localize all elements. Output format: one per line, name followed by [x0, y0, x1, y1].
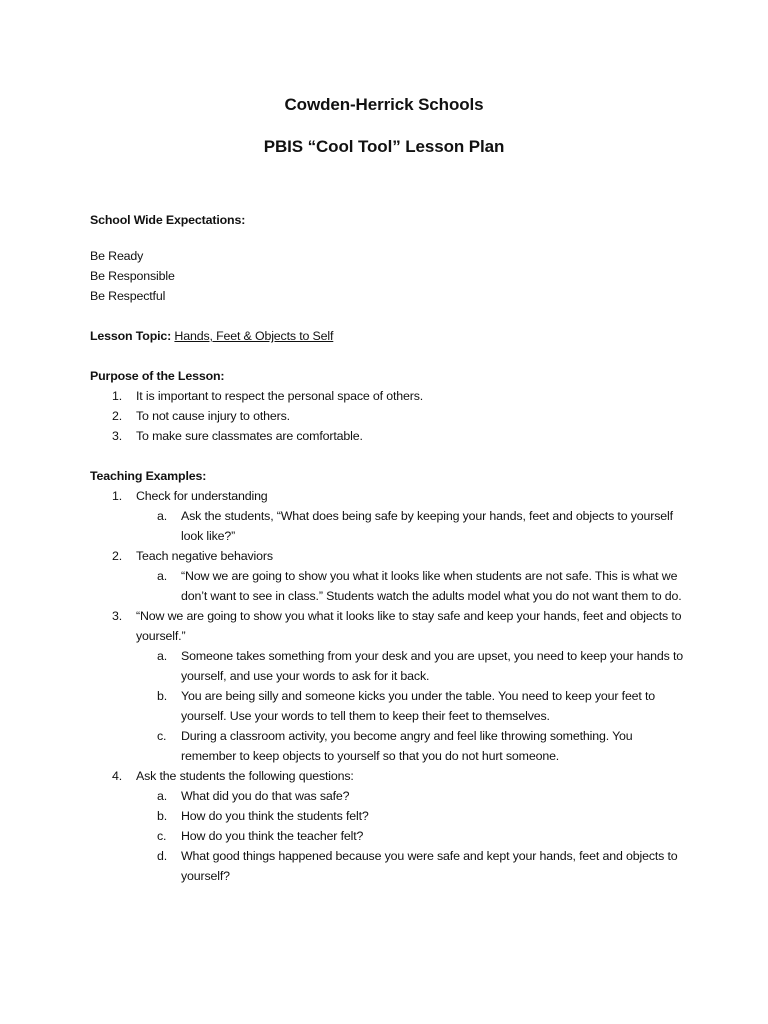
expectation-item: Be Responsible [90, 269, 175, 283]
list-number: 3. [112, 429, 123, 443]
school-name: Cowden-Herrick Schools [284, 95, 484, 114]
subitem-text: How do you think the students felt? [181, 809, 369, 823]
lesson-topic-value: Hands, Feet & Objects to Self [174, 329, 334, 343]
list-number: 2. [112, 409, 123, 423]
list-letter: b. [157, 689, 168, 703]
purpose-heading: Purpose of the Lesson: [90, 369, 225, 383]
subitem-text: How do you think the teacher felt? [181, 829, 364, 843]
purpose-item [90, 406, 690, 426]
expectation-item: Be Ready [90, 249, 144, 263]
subitem-text: What did you do that was safe? [181, 789, 350, 803]
list-number: 4. [112, 769, 123, 783]
list-number: 3. [112, 609, 123, 623]
list-letter: c. [157, 729, 167, 743]
list-number: 1. [112, 489, 123, 503]
lesson-topic-label: Lesson Topic: [90, 329, 172, 343]
purpose-text: To not cause injury to others. [136, 409, 290, 423]
document-body [90, 210, 690, 886]
teaching-subitem [90, 566, 690, 606]
teaching-subitem [90, 786, 690, 806]
expectations-heading: School Wide Expectations: [90, 213, 246, 227]
list-letter: a. [157, 509, 168, 523]
lesson-topic [90, 326, 690, 346]
teaching-subitem [90, 646, 690, 686]
teaching-item [90, 486, 690, 506]
purpose-text: To make sure classmates are comfortable. [136, 429, 363, 443]
purpose-item [90, 426, 690, 446]
teaching-subitem [90, 826, 690, 846]
list-letter: a. [157, 649, 168, 663]
expectation-item: Be Respectful [90, 289, 166, 303]
teaching-text: “Now we are going to show you what it looks like to stay safe and keep your hands, feet and objects to yourself.” [136, 609, 682, 643]
teaching-list [90, 486, 690, 886]
subitem-text: “Now we are going to show you what it looks like when students are not safe. This is what we don’t want to see in class.” Students watch the adults model what you do not want them to do. [181, 569, 682, 603]
subitem-text: What good things happened because you were safe and kept your hands, feet and objects to yourself? [181, 849, 678, 883]
lesson-plan-title: PBIS “Cool Tool” Lesson Plan [263, 137, 505, 156]
teaching-heading: Teaching Examples: [90, 469, 207, 483]
list-letter: d. [157, 849, 168, 863]
teaching-item [90, 546, 690, 566]
teaching-text: Teach negative behaviors [136, 549, 273, 563]
teaching-subitem [90, 686, 690, 726]
subitem-text: You are being silly and someone kicks you under the table. You need to keep your feet to yourself. Use your words to tell them to keep their feet to themselves. [181, 689, 656, 723]
expectations-list [90, 246, 690, 306]
list-number: 2. [112, 549, 123, 563]
subitem-text: During a classroom activity, you become angry and feel like throwing something. You remember to keep objects to yourself so that you do not hurt someone. [181, 729, 633, 763]
teaching-item [90, 766, 690, 786]
teaching-item [90, 606, 690, 646]
list-letter: c. [157, 829, 167, 843]
teaching-text: Ask the students the following questions: [136, 769, 354, 783]
teaching-subitem [90, 506, 690, 546]
list-letter: b. [157, 809, 168, 823]
list-number: 1. [112, 389, 123, 403]
teaching-subitem [90, 846, 690, 886]
purpose-text: It is important to respect the personal space of others. [136, 389, 424, 403]
subitem-text: Someone takes something from your desk and you are upset, you need to keep your hands to yourself, and use your words to ask for it back. [181, 649, 684, 683]
subitem-text: Ask the students, “What does being safe by keeping your hands, feet and objects to yourself look like?” [181, 509, 673, 543]
list-letter: a. [157, 569, 168, 583]
teaching-subitem [90, 726, 690, 766]
purpose-item [90, 386, 690, 406]
list-letter: a. [157, 789, 168, 803]
teaching-subitem [90, 806, 690, 826]
teaching-text: Check for understanding [136, 489, 268, 503]
purpose-list [90, 386, 690, 446]
